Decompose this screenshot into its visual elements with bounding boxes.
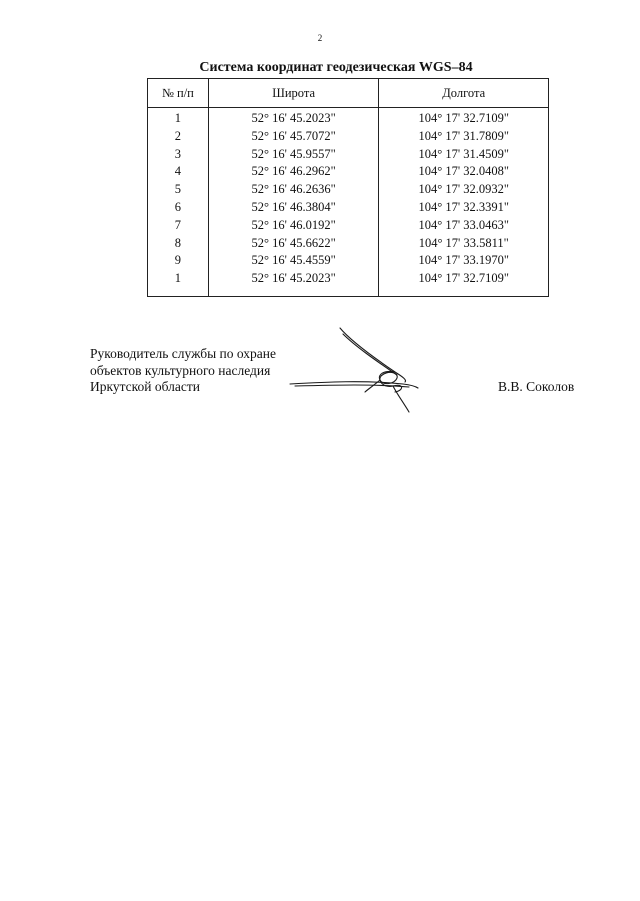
table-row [148,146,549,164]
longitude-cell: 104° 17' 32.7109" [379,108,549,128]
signer-name: В.В. Соколов [498,379,575,394]
longitude-cell: 104° 17' 31.7809" [379,128,549,146]
longitude-cell: 104° 17' 33.0463" [379,217,549,235]
point-number: 7 [148,217,209,235]
table-row [148,270,549,296]
latitude-cell: 52° 16' 46.0192" [208,217,379,235]
signer-position [90,346,276,396]
point-number: 3 [148,146,209,164]
latitude-cell: 52° 16' 46.3804" [208,199,379,217]
point-number: 5 [148,181,209,199]
point-number: 1 [148,108,209,128]
point-number: 1 [148,270,209,296]
longitude-cell: 104° 17' 31.4509" [379,146,549,164]
column-header-latitude: Широта [208,79,379,108]
longitude-cell: 104° 17' 33.5811" [379,235,549,253]
point-number: 8 [148,235,209,253]
latitude-cell: 52° 16' 45.9557" [208,146,379,164]
signer-position-line: объектов культурного наследия [90,362,271,378]
longitude-cell: 104° 17' 33.1970" [379,252,549,270]
table-row [148,217,549,235]
page-number: 2 [317,33,323,43]
signer-position-line: Иркутской области [90,379,201,394]
table-row [148,235,549,253]
longitude-cell: 104° 17' 32.0932" [379,181,549,199]
latitude-cell: 52° 16' 45.2023" [208,270,379,296]
column-header-longitude: Долгота [379,79,549,108]
longitude-cell: 104° 17' 32.0408" [379,163,549,181]
table-row [148,108,549,128]
point-number: 9 [148,252,209,270]
latitude-cell: 52° 16' 46.2962" [208,163,379,181]
longitude-cell: 104° 17' 32.3391" [379,199,549,217]
longitude-cell: 104° 17' 32.7109" [379,270,549,296]
signer-position-line: Руководитель службы по охране [90,346,277,361]
table-title: Система координат геодезическая WGS–84 [199,60,473,75]
point-number: 4 [148,163,209,181]
table-header-row [148,79,549,108]
coordinates-table [147,78,549,297]
column-header-number: № п/п [148,79,209,108]
table-row [148,252,549,270]
latitude-cell: 52° 16' 45.7072" [208,128,379,146]
table-row [148,181,549,199]
table-row [148,163,549,181]
table-row [148,128,549,146]
latitude-cell: 52° 16' 45.2023" [208,108,379,128]
point-number: 6 [148,199,209,217]
latitude-cell: 52° 16' 45.4559" [208,252,379,270]
latitude-cell: 52° 16' 46.2636" [208,181,379,199]
table-row [148,199,549,217]
latitude-cell: 52° 16' 45.6622" [208,235,379,253]
point-number: 2 [148,128,209,146]
handwritten-signature [285,320,435,420]
